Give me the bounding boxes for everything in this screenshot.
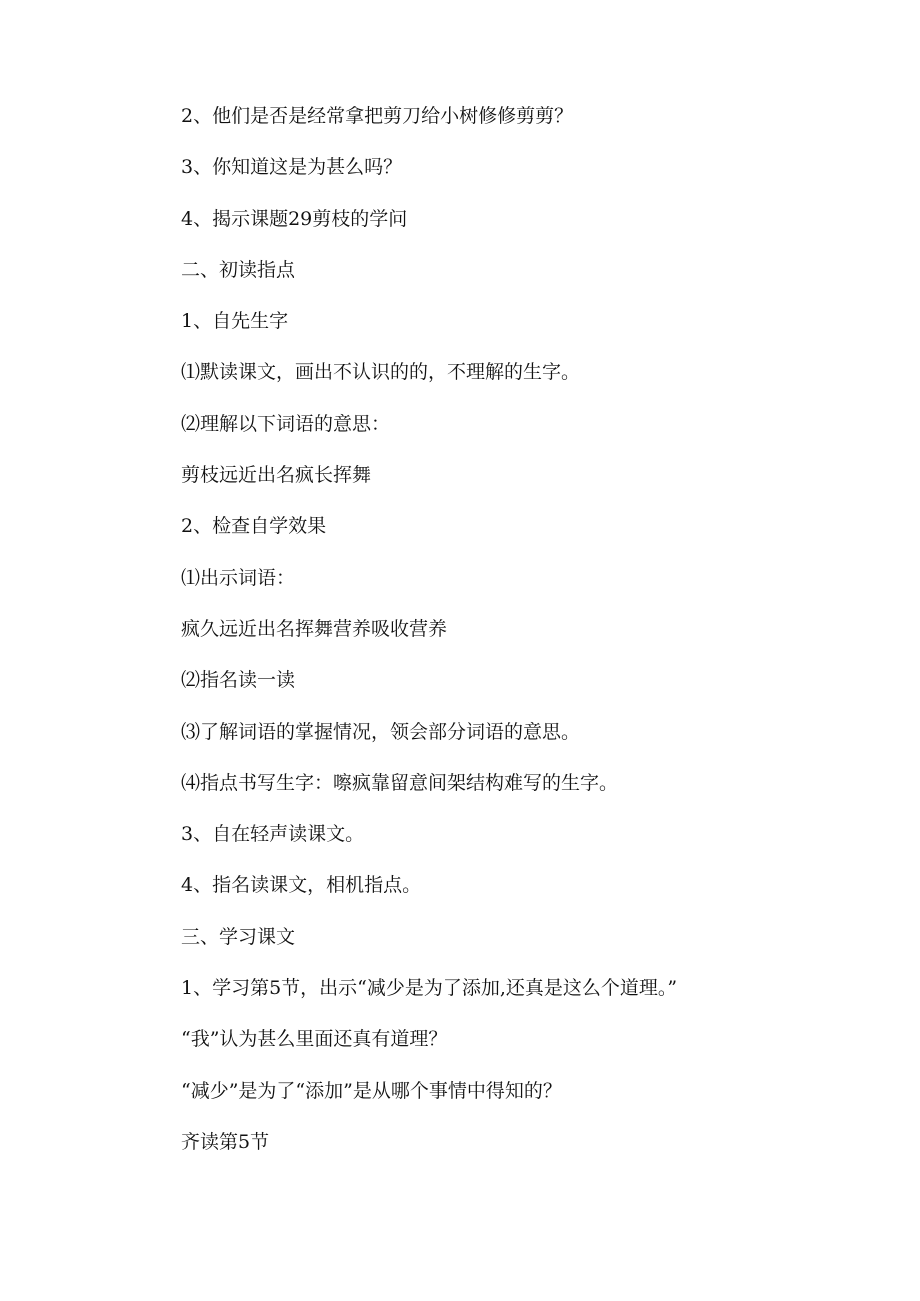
text-line-show-words: ⑴出示词语： bbox=[181, 566, 296, 589]
text-line-q2: 2、他们是否是经常拿把剪刀给小树修修剪剪？ bbox=[181, 105, 574, 127]
text-line-q3: 3、你知道这是为甚么吗？ bbox=[181, 156, 403, 179]
text-line-named-read: 4、指名读课文，相机指点。 bbox=[181, 874, 422, 897]
text-line-word-list-1: 剪枝远近出名疯长挥舞 bbox=[181, 464, 372, 487]
section-heading-2: 二、初读指点 bbox=[181, 258, 296, 281]
text-line-writing-guide: ⑷指点书写生字：嚓疯靠留意间架结构难写的生字。 bbox=[181, 771, 619, 794]
section-heading-3: 三、学习课文 bbox=[181, 925, 296, 948]
text-line-study-section-5: 1、学习第5节，出示“减少是为了添加,还真是这么个道理。” bbox=[181, 977, 678, 1000]
text-line-question-reason: “我”认为甚么里面还真有道理？ bbox=[181, 1028, 448, 1051]
text-line-question-source: “减少”是为了“添加”是从哪个事情中得知的？ bbox=[181, 1079, 562, 1102]
text-line-read-together: 齐读第5节 bbox=[181, 1130, 270, 1153]
text-line-silent-read: ⑴默读课文，画出不认识的的，不理解的生字。 bbox=[181, 361, 581, 384]
text-line-understand-words: ⑵理解以下词语的意思： bbox=[181, 412, 391, 435]
text-line-free-read: 3、自在轻声读课文。 bbox=[181, 823, 365, 846]
text-line-word-list-2: 疯久远近出名挥舞营养吸收营养 bbox=[181, 617, 448, 640]
text-line-topic: 4、揭示课题29剪枝的学问 bbox=[181, 207, 408, 230]
text-line-read-aloud: ⑵指名读一读 bbox=[181, 669, 296, 692]
document-body bbox=[181, 96, 861, 1173]
text-line-check-effect: 2、检查自学效果 bbox=[181, 515, 327, 538]
text-line-self-study: 1、自先生字 bbox=[181, 310, 289, 333]
text-line-understand-mastery: ⑶了解词语的掌握情况，领会部分词语的意思。 bbox=[181, 720, 581, 743]
